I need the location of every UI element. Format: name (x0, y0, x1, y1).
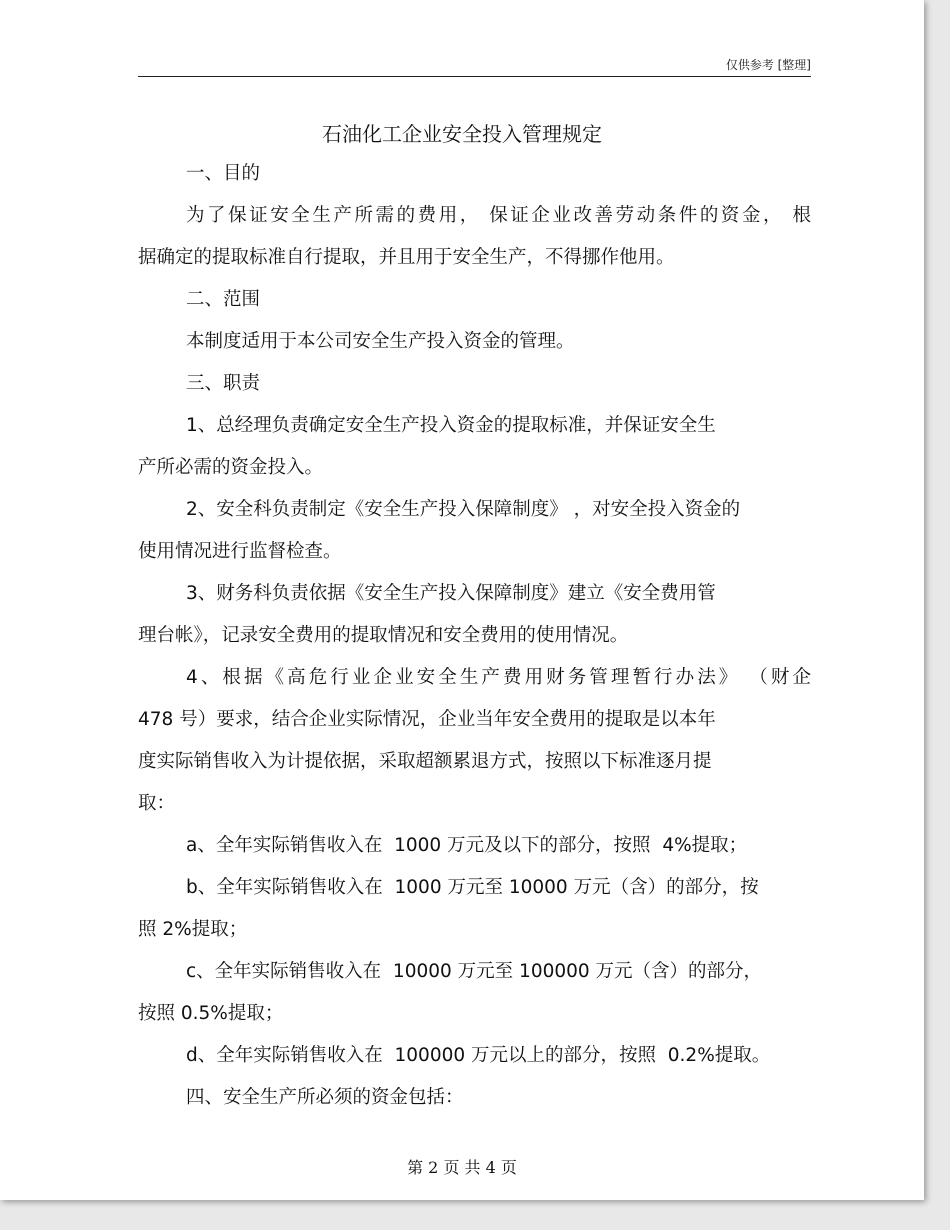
list-item-line: 2、安全科负责制定《安全生产投入保障制度》 ，对安全投入资金的 (186, 499, 741, 520)
list-item-line: 使用情况进行监督检查。 (138, 541, 342, 562)
list-item-line: 理台帐》，记录安全费用的提取情况和安全费用的使用情况。 (138, 625, 629, 646)
document-body (138, 153, 811, 1119)
page-number: 第 2 页 共 4 页 (407, 1158, 517, 1177)
section-heading-funds: 四、安全生产所必须的资金包括： (186, 1087, 464, 1108)
rate-item-line: 照 2%提取； (138, 919, 248, 940)
rate-item-line: b、全年实际销售收入在 1000 万元至 10000 万元（含）的部分，按 (186, 877, 759, 898)
section-heading-duties: 三、职责 (186, 373, 261, 394)
rate-item-line: c、全年实际销售收入在 10000 万元至 100000 万元（含）的部分， (186, 961, 763, 982)
list-item-line: 3、财务科负责依据《安全生产投入保障制度》建立《安全费用管 (186, 583, 716, 604)
paragraph-line: 据确定的提取标准自行提取，并且用于安全生产，不得挪作他用。 (138, 247, 675, 268)
paragraph-line: 为了保证安全生产所需的费用， 保证企业改善劳动条件的资金， 根 (186, 205, 811, 226)
rate-item-line: d、全年实际销售收入在 100000 万元以上的部分，按照 0.2%提取。 (186, 1045, 771, 1066)
section-heading-purpose: 一、目的 (186, 163, 261, 184)
list-item-line: 取： (138, 793, 176, 814)
list-item-line: 度实际销售收入为计提依据，采取超额累退方式，按照以下标准逐月提 (138, 751, 712, 772)
list-item-line: 4、根据《高危行业企业安全生产费用财务管理暂行办法》 （财企 (186, 667, 811, 688)
list-item-line: 478 号）要求，结合企业实际情况，企业当年安全费用的提取是以本年 (138, 709, 716, 730)
document-title: 石油化工企业安全投入管理规定 (322, 122, 602, 146)
rate-item-line: a、全年实际销售收入在 1000 万元及以下的部分，按照 4%提取； (186, 835, 748, 856)
list-item-line: 产所必需的资金投入。 (138, 457, 324, 478)
paragraph-line: 本制度适用于本公司安全生产投入资金的管理。 (186, 331, 575, 352)
header-note: 仅供参考 [整理] (725, 58, 811, 72)
header-divider (138, 76, 811, 77)
section-heading-scope: 二、范围 (186, 289, 261, 310)
list-item-line: 1、总经理负责确定安全生产投入资金的提取标准，并保证安全生 (186, 415, 716, 436)
rate-item-line: 按照 0.5%提取； (138, 1003, 284, 1024)
